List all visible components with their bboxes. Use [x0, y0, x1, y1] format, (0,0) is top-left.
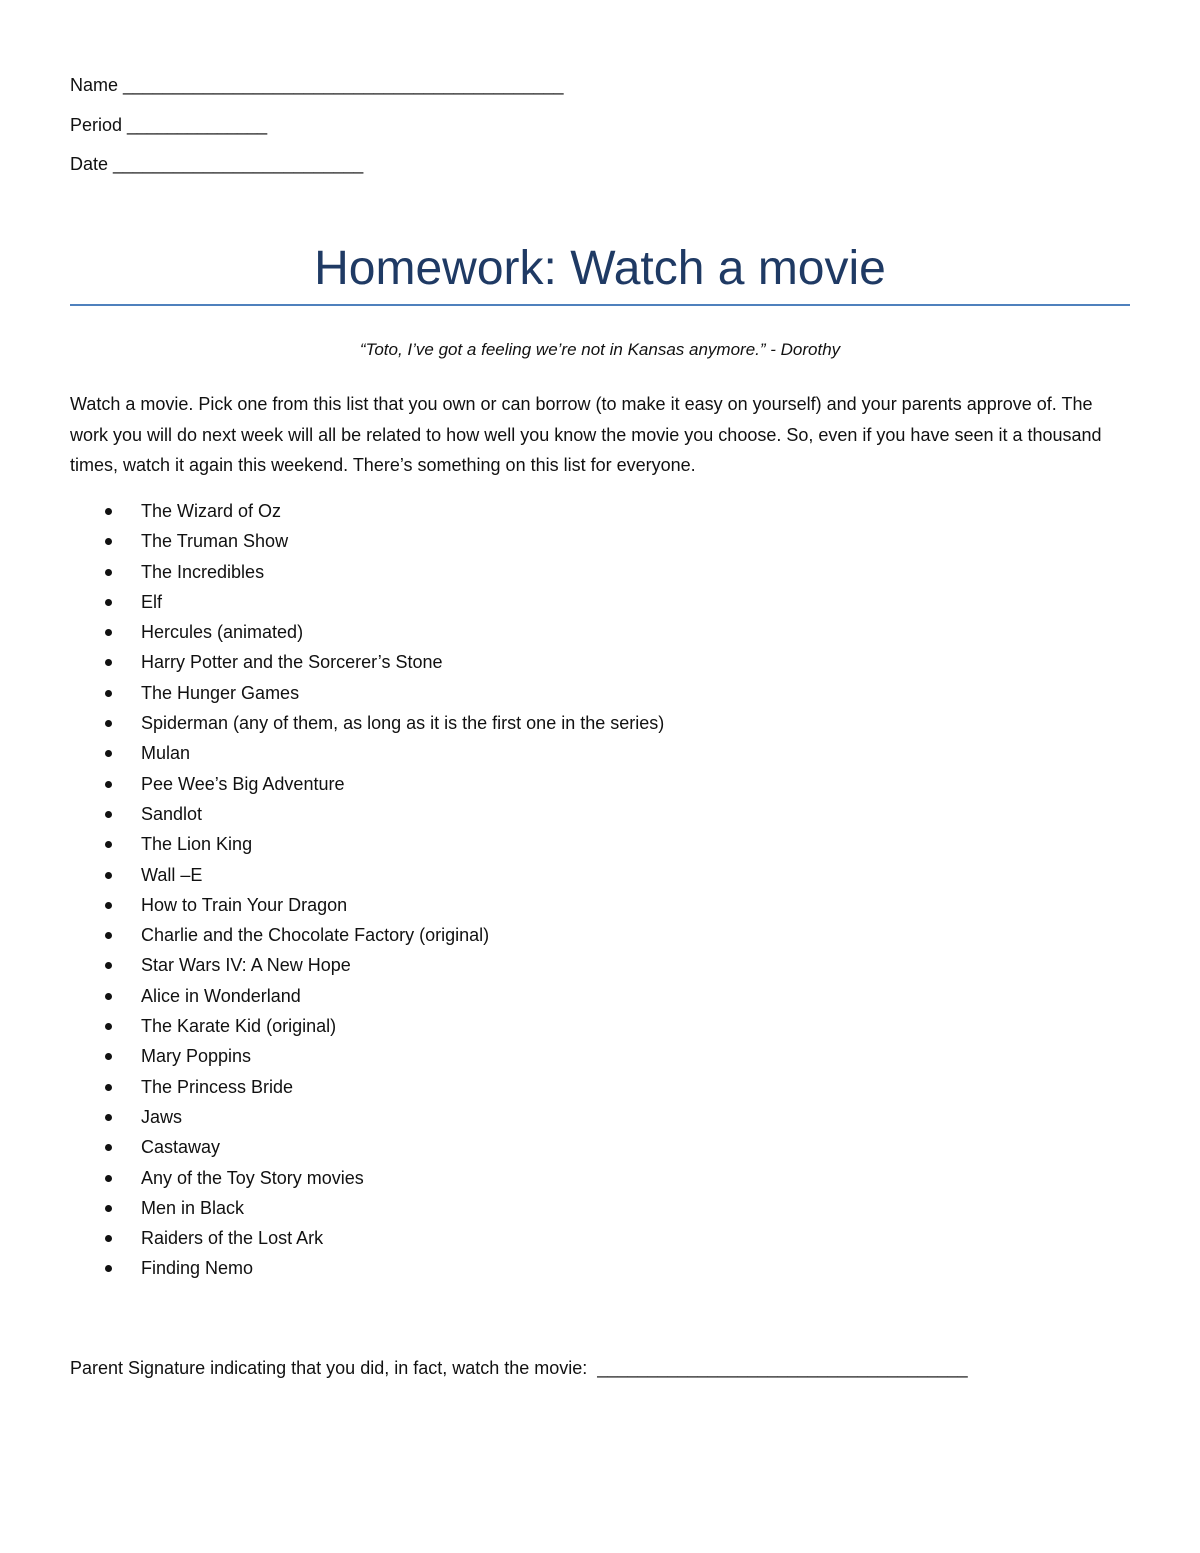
movie-title: Finding Nemo: [141, 1258, 254, 1279]
bullet-icon: [105, 872, 112, 879]
bullet-icon: [105, 993, 112, 1000]
movie-title: Harry Potter and the Sorcerer’s Stone: [141, 652, 443, 673]
movie-title: Spiderman (any of them, as long as it is the first one in the series): [141, 713, 665, 734]
movie-title: Mulan: [141, 743, 191, 764]
movie-title: Men in Black: [141, 1197, 245, 1218]
bullet-icon: [105, 1265, 112, 1272]
bullet-icon: [105, 750, 112, 757]
period-field: Period ______________: [70, 115, 268, 135]
movie-title: Star Wars IV: A New Hope: [141, 955, 351, 976]
movie-title: Pee Wee’s Big Adventure: [141, 773, 345, 794]
bullet-icon: [105, 1175, 112, 1182]
movie-title: Hercules (animated): [141, 622, 304, 643]
movie-title: Elf: [141, 591, 163, 612]
name-field: Name ____________________________________________: [70, 75, 564, 95]
bullet-icon: [105, 1084, 112, 1091]
title-underline: [70, 304, 1130, 306]
bullet-icon: [105, 1114, 112, 1121]
movie-title: The Hunger Games: [141, 682, 300, 703]
movie-title: Sandlot: [141, 803, 203, 824]
instructions-paragraph: Watch a movie. Pick one from this list that you own or can borrow (to make it easy on yourself) and your parents approve of. The work you will do next week will all be related to how well you know the movie you choose. So, even if you have seen it a thousand times, watch it again this weekend. There’s something on this list for everyone.: [70, 394, 1102, 475]
bullet-icon: [105, 1053, 112, 1060]
movie-title: The Wizard of Oz: [141, 501, 282, 521]
bullet-icon: [105, 1205, 112, 1212]
bullet-icon: [105, 932, 112, 939]
bullet-icon: [105, 1144, 112, 1151]
quote: “Toto, I’ve got a feeling we’re not in Kansas anymore.” - Dorothy: [359, 340, 841, 359]
bullet-icon: [105, 1023, 112, 1030]
movie-title: Jaws: [141, 1106, 183, 1127]
parent-signature-line: Parent Signature indicating that you did, in fact, watch the movie: _____________________________________: [70, 1358, 968, 1378]
date-field: Date _________________________: [70, 154, 364, 174]
bullet-icon: [105, 781, 112, 788]
movie-title: The Truman Show: [141, 531, 289, 552]
bullet-icon: [105, 599, 112, 606]
bullet-icon: [105, 841, 112, 848]
bullet-icon: [105, 508, 112, 515]
movie-title: The Karate Kid (original): [141, 1016, 337, 1037]
bullet-icon: [105, 720, 112, 727]
movie-title: The Incredibles: [141, 561, 265, 582]
bullet-icon: [105, 569, 112, 576]
movie-title: Any of the Toy Story movies: [141, 1167, 364, 1188]
page-title: Homework: Watch a movie: [314, 242, 886, 295]
movie-title: Alice in Wonderland: [141, 985, 301, 1006]
movie-title: Wall –E: [141, 864, 203, 885]
bullet-icon: [105, 811, 112, 818]
movie-title: The Lion King: [141, 834, 253, 855]
movie-title: Raiders of the Lost Ark: [141, 1228, 324, 1249]
bullet-icon: [105, 962, 112, 969]
movie-title: Castaway: [141, 1137, 221, 1158]
movie-title: Charlie and the Chocolate Factory (original): [141, 925, 490, 946]
movie-title: How to Train Your Dragon: [141, 894, 348, 915]
bullet-icon: [105, 690, 112, 697]
bullet-icon: [105, 659, 112, 666]
movie-title: The Princess Bride: [141, 1076, 294, 1097]
movie-title: Mary Poppins: [141, 1046, 252, 1067]
bullet-icon: [105, 1235, 112, 1242]
bullet-icon: [105, 902, 112, 909]
bullet-icon: [105, 538, 112, 545]
bullet-icon: [105, 629, 112, 636]
